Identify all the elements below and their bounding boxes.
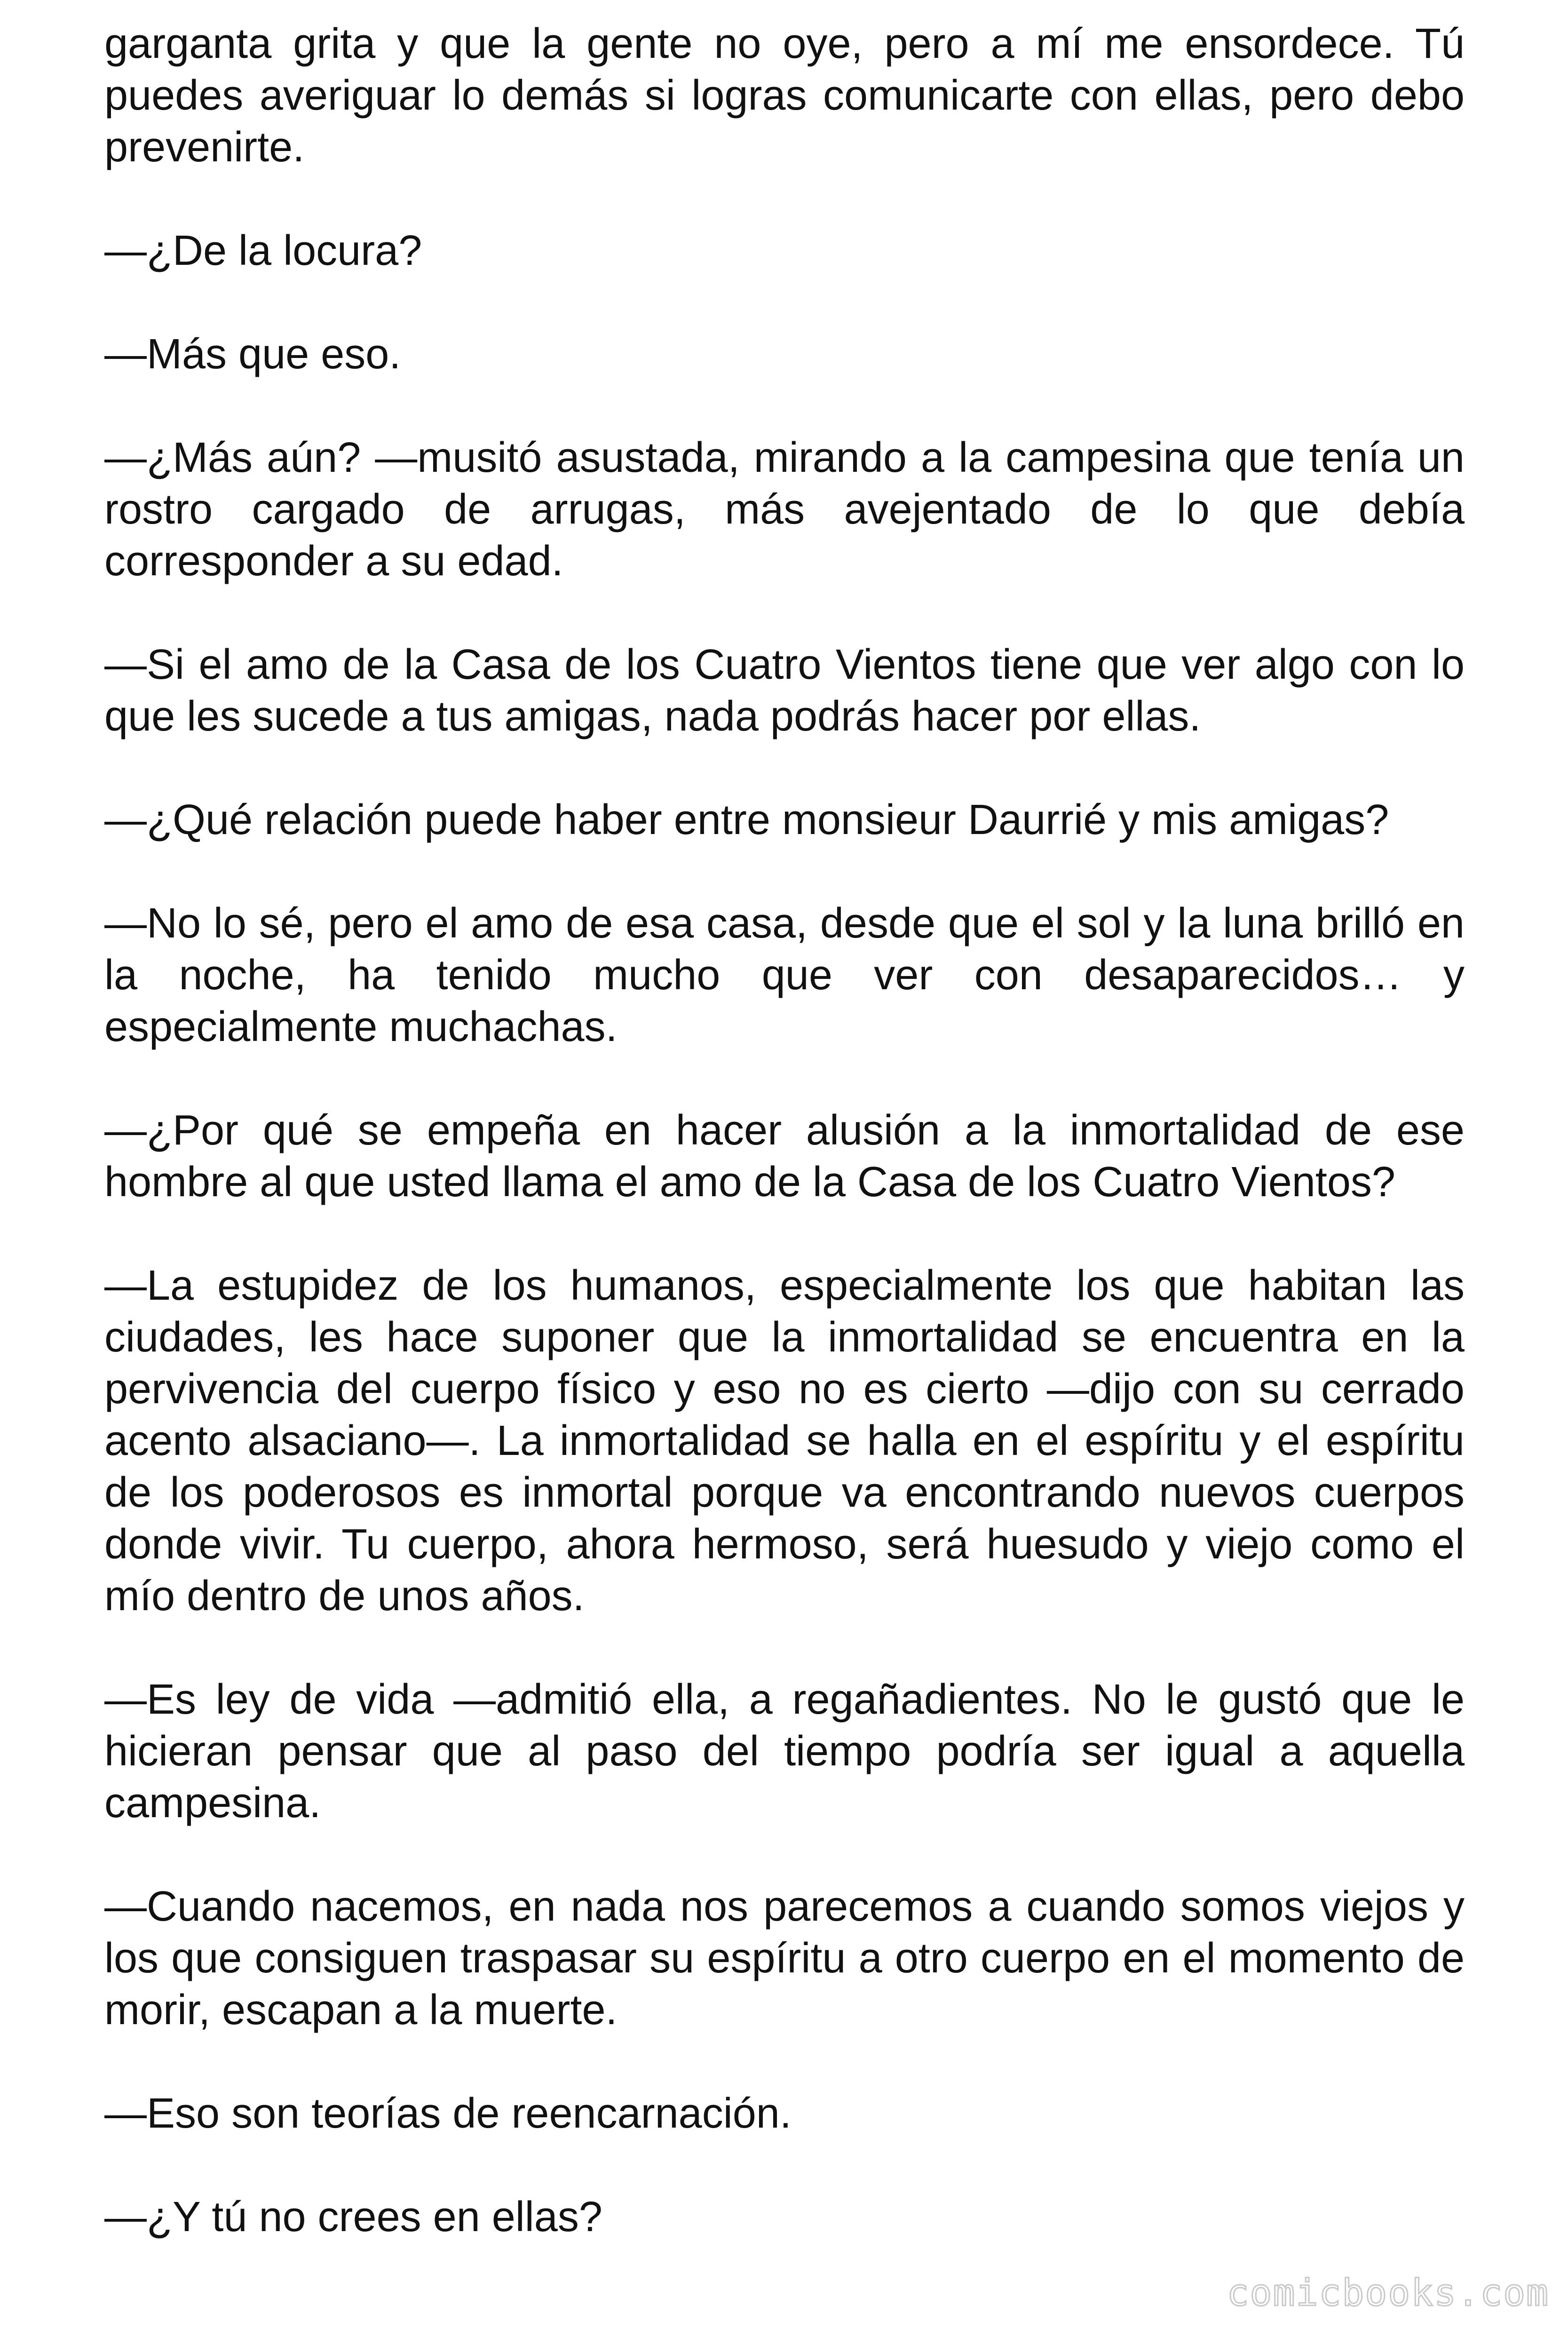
paragraph-8: —¿Por qué se empeña en hacer alusión a la inmortalidad de ese hombre al que usted llama el amo de la Casa de los Cuatro Vientos?	[104, 1107, 1465, 1206]
paragraph-6: —¿Qué relación puede haber entre monsieur Daurrié y mis amigas?	[104, 796, 1389, 843]
paragraph-9: —La estupidez de los humanos, especialmente los que habitan las ciudades, les hace suponer que la inmortalidad se encuentra en la pervivencia del cuerpo físico y eso no es cierto —dijo con su cerrado acento alsaciano—. La inmortalidad se halla en el espíritu y el espíritu de los poderosos es inmortal porque va encontrando nuevos cuerpos donde vivir. Tu cuerpo, ahora hermoso, será huesudo y viejo como el mío dentro de unos años.	[104, 1262, 1465, 1620]
paragraph-7: —No lo sé, pero el amo de esa casa, desde que el sol y la luna brilló en la noche, ha tenido mucho que ver con desaparecidos… y especialmente muchachas.	[104, 900, 1465, 1050]
paragraph-5: —Si el amo de la Casa de los Cuatro Vientos tiene que ver algo con lo que les sucede a tus amigas, nada podrás hacer por ellas.	[104, 641, 1465, 740]
paragraph-10: —Es ley de vida —admitió ella, a regañadientes. No le gustó que le hicieran pensar que al paso del tiempo podría ser igual a aquella campesina.	[104, 1676, 1465, 1827]
paragraph-11: —Cuando nacemos, en nada nos parecemos a cuando somos viejos y los que consiguen traspasar su espíritu a otro cuerpo en el momento de morir, escapan a la muerte.	[104, 1883, 1465, 2034]
paragraph-12: —Eso son teorías de reencarnación.	[104, 2090, 792, 2137]
paragraph-2: —¿De la locura?	[104, 227, 422, 274]
paragraph-13: —¿Y tú no crees en ellas?	[104, 2193, 602, 2241]
paragraph-3: —Más que eso.	[104, 331, 401, 378]
watermark-logo: comicbooks.com	[1227, 2272, 1549, 2314]
paragraph-1: garganta grita y que la gente no oye, pero a mí me ensordece. Tú puedes averiguar lo demás si logras comunicarte con ellas, pero debo prevenirte.	[104, 20, 1465, 171]
paragraph-4: —¿Más aún? —musitó asustada, mirando a la campesina que tenía un rostro cargado de arrugas, más avejentado de lo que debía corresponder a su edad.	[104, 434, 1465, 585]
page-text-column	[104, 18, 1465, 2243]
